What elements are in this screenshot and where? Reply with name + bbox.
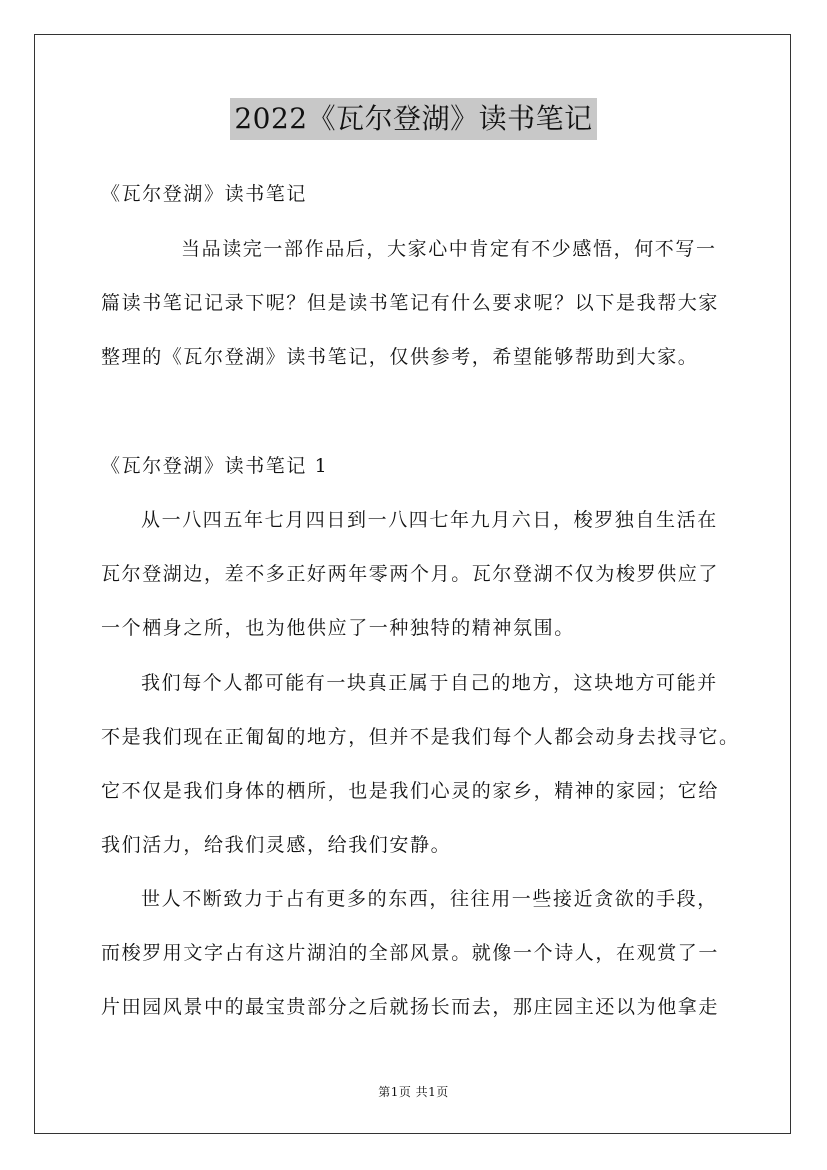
document-title: 2022《瓦尔登湖》读书笔记 bbox=[230, 98, 596, 140]
body-line-10: 片田园风景中的最宝贵部分之后就扬长而去，那庄园主还以为他拿走 bbox=[101, 996, 720, 1018]
body-line-6: 它不仅是我们身体的栖所，也是我们心灵的家乡，精神的家园；它给 bbox=[101, 780, 720, 802]
body-line-2: 瓦尔登湖边，差不多正好两年零两个月。瓦尔登湖不仅为梭罗供应了 bbox=[101, 563, 720, 585]
body-line-3: 一个栖身之所，也为他供应了一种独特的精神氛围。 bbox=[101, 617, 575, 639]
intro-line-3: 整理的《瓦尔登湖》读书笔记，仅供参考，希望能够帮助到大家。 bbox=[101, 346, 699, 368]
subtitle: 《瓦尔登湖》读书笔记 bbox=[101, 183, 308, 205]
title-container bbox=[0, 98, 827, 140]
body-line-1: 从一八四五年七月四日到一八四七年九月六日，梭罗独自生活在 bbox=[141, 509, 718, 531]
body-line-5: 不是我们现在正匍匐的地方，但并不是我们每个人都会动身去找寻它。 bbox=[101, 726, 740, 748]
body-line-9: 而梭罗用文字占有这片湖泊的全部风景。就像一个诗人，在观赏了一 bbox=[101, 942, 720, 964]
intro-line-2: 篇读书笔记记录下呢？但是读书笔记有什么要求呢？以下是我帮大家 bbox=[101, 292, 720, 314]
section-heading: 《瓦尔登湖》读书笔记 1 bbox=[101, 455, 329, 477]
page-footer: 第1页 共1页 bbox=[378, 1085, 449, 1099]
intro-line-1: 当品读完一部作品后，大家心中肯定有不少感悟，何不写一 bbox=[181, 238, 717, 260]
body-line-8: 世人不断致力于占有更多的东西，往往用一些接近贪欲的手段， bbox=[141, 888, 718, 910]
body-line-4: 我们每个人都可能有一块真正属于自己的地方，这块地方可能并 bbox=[141, 672, 718, 694]
body-line-7: 我们活力，给我们灵感，给我们安静。 bbox=[101, 834, 452, 856]
